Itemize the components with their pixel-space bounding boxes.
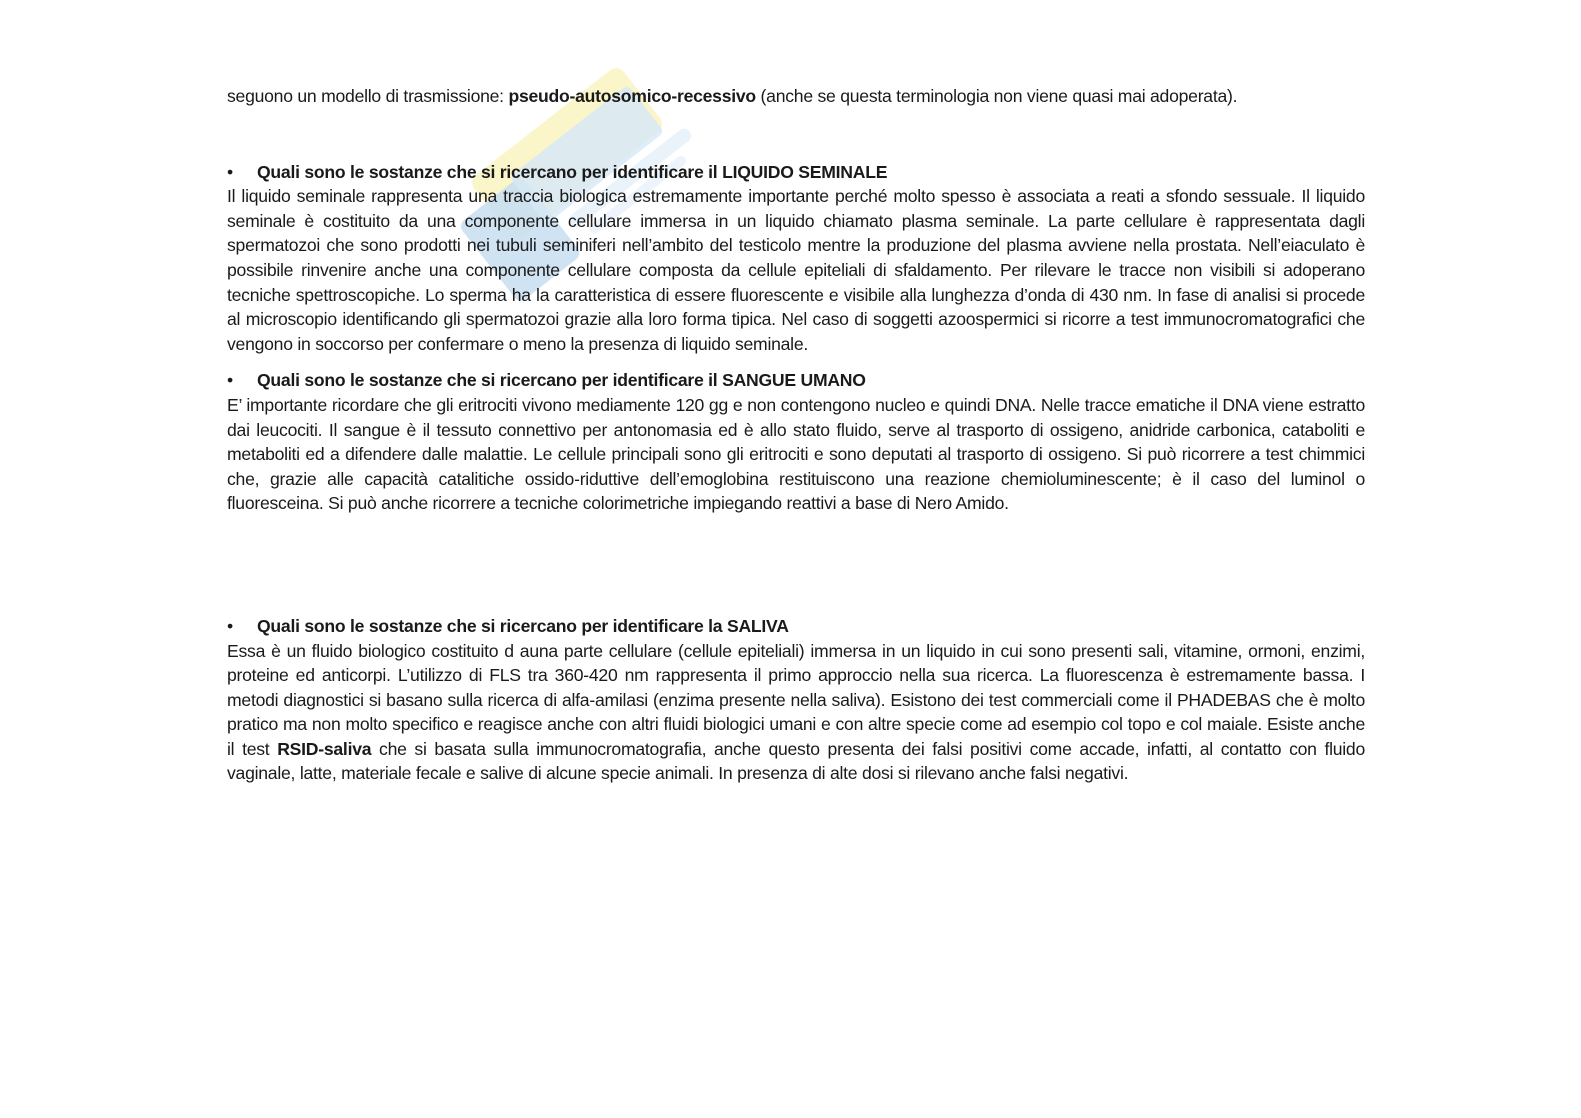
document-body bbox=[227, 84, 1365, 786]
section-heading-text: Quali sono le sostanze che si ricercano per identificare il SANGUE UMANO bbox=[257, 370, 866, 391]
section-heading bbox=[227, 160, 1365, 185]
section-paragraph: Il liquido seminale rappresenta una traccia biologica estremamente importante perché molto spesso è associata a reati a sfondo sessuale. Il liquido seminale è costituito da una componente cellulare immersa in un liquido chiamato plasma seminale. La parte cellulare è rappresentata dagli spermatozoi che sono prodotti nei tubuli seminiferi nell’ambito del testicolo mentre la produzione del plasma avviene nella prostata. Nell’eiaculato è possibile rinvenire anche una componente cellulare composta da cellule epiteliali di sfaldamento. Per rilevare le tracce non visibili si adoperano tecniche spettroscopiche. Lo sperma ha la caratteristica di essere fluorescente e visibile alla lunghezza d’onda di 430 nm. In fase di analisi si procede al microscopio identificando gli spermatozoi grazie alla loro forma tipica. Nel caso di soggetti azoospermici si ricorre a test immunocromatografici che vengono in soccorso per confermare o meno la presenza di liquido seminale. bbox=[227, 186, 1365, 354]
section-sangue-umano bbox=[227, 368, 1365, 516]
paragraph-text-after: che si basata sulla immunocromatografia, anche questo presenta dei falsi positivi come accade, infatti, al contatto con fluido vaginale, latte, materiale fecale e salive di alcune specie animali. In presenza di alte dosi si rilevano anche falsi negativi. bbox=[227, 738, 1366, 784]
intro-paragraph bbox=[227, 84, 1365, 109]
bullet-icon: • bbox=[227, 161, 233, 182]
paragraph-bold-term: RSID-saliva bbox=[277, 738, 372, 759]
section-heading bbox=[227, 614, 1365, 639]
intro-text-after: (anche se questa terminologia non viene quasi mai adoperata). bbox=[755, 86, 1238, 106]
section-liquido-seminale bbox=[227, 160, 1365, 357]
section-heading-text: Quali sono le sostanze che si ricercano per identificare il LIQUIDO SEMINALE bbox=[257, 161, 888, 182]
section-paragraph: E’ importante ricordare che gli eritrociti vivono mediamente 120 gg e non contengono nucleo e quindi DNA. Nelle tracce ematiche il DNA viene estratto dai leucociti. Il sangue è il tessuto connettivo per antonomasia ed è allo stato fluido, serve al trasporto di ossigeno, anidride carbonica, cataboliti e metaboliti ed a difendere dalle malattie. Le cellule principali sono gli eritrociti e sono deputati al trasporto di ossigeno. Si può ricorrere a test chimmici che, grazie alle capacità catalitiche ossido-riduttive dell’emoglobina restituiscono una reazione chemioluminescente; è il caso del luminol o fluoresceina. Si può anche ricorrere a tecniche colorimetriche impiegando reattivi a base di Nero Amido. bbox=[227, 394, 1365, 514]
section-heading bbox=[227, 368, 1365, 393]
bullet-icon: • bbox=[227, 615, 233, 636]
paragraph-text-before: Essa è un fluido biologico costituito d auna parte cellulare (cellule epiteliali) immersa in un liquido in cui sono presenti sali, vitamine, ormoni, enzimi, proteine ed anticorpi. L’utilizzo di FLS tra 360-420 nm rappresenta il primo approccio nella sua ricerca. La fluorescenza è estremamente bassa. I metodi diagnostici si basano sulla ricerca di alfa-amilasi (enzima presente nella saliva). Esistono dei test commerciali come il PHADEBAS che è molto pratico ma non molto specifico e reagisce anche con altri fluidi biologici umani e con altre specie come ad esempio col topo e col maiale. Esiste anche il test bbox=[227, 640, 1365, 759]
bullet-icon: • bbox=[227, 370, 233, 391]
intro-bold-term: pseudo-autosomico-recessivo bbox=[508, 86, 756, 106]
section-paragraph bbox=[227, 639, 1365, 787]
intro-text-before: seguono un modello di trasmissione: bbox=[227, 86, 509, 106]
section-heading-text: Quali sono le sostanze che si ricercano per identificare la SALIVA bbox=[257, 615, 789, 636]
section-saliva bbox=[227, 614, 1365, 786]
